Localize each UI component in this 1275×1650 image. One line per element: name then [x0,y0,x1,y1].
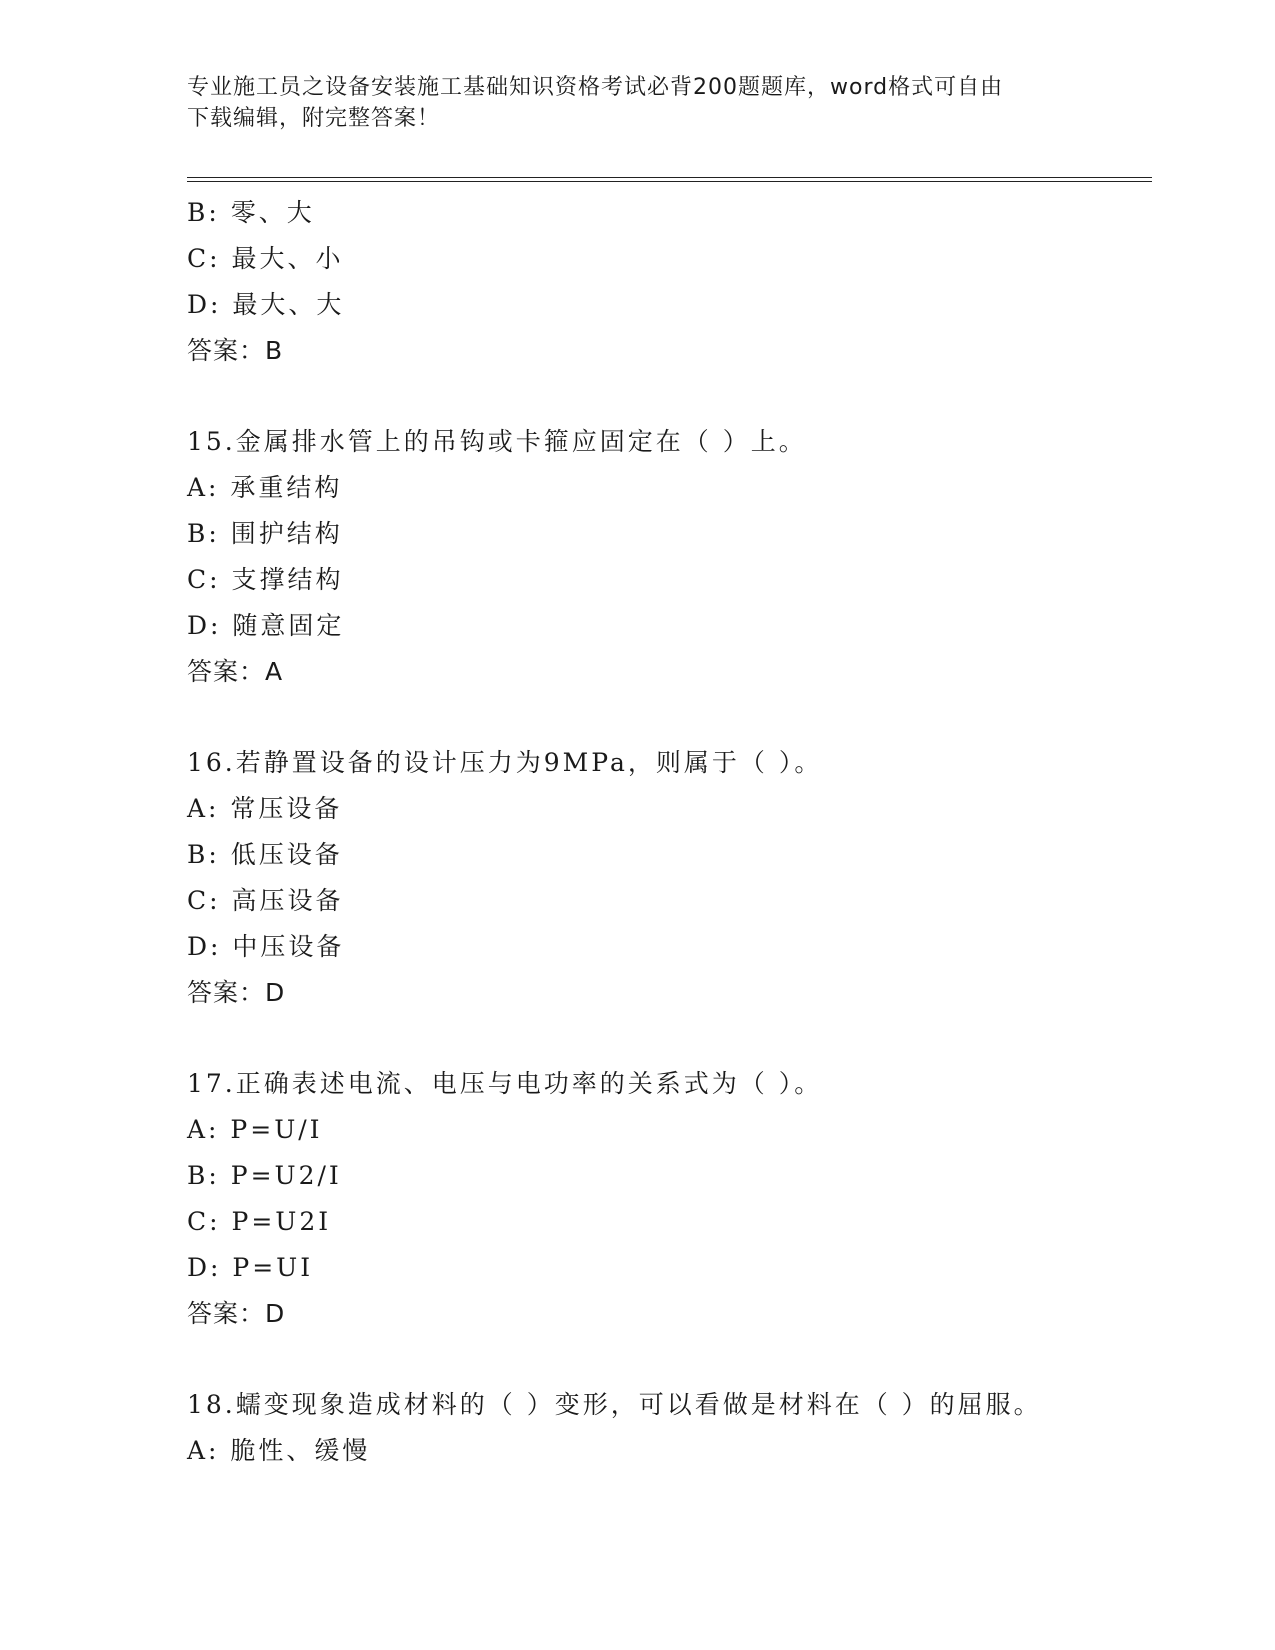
question-stem: 18.蠕变现象造成材料的（ ）变形，可以看做是材料在（ ）的屈服。 [187,1390,1042,1419]
option-d: D: 中压设备 [187,932,345,961]
question-14-tail [187,190,1152,374]
answer: 答案：B [187,336,284,365]
option-d: D: 随意固定 [187,611,345,640]
option-c: C: 最大、小 [187,244,344,273]
option-b: B: 围护结构 [187,519,343,548]
option-d: D: P=UI [187,1253,314,1282]
answer: 答案：D [187,1299,286,1328]
option-a: A: 脆性、缓慢 [187,1436,371,1465]
question-stem: 16.若静置设备的设计压力为9MPa，则属于（ ）。 [187,748,823,777]
option-b: B: 低压设备 [187,840,343,869]
option-b: B: P=U2/I [187,1161,342,1190]
page-header [187,72,1067,134]
option-b: B: 零、大 [187,198,315,227]
header-line-1: 专业施工员之设备安装施工基础知识资格考试必背200题题库，word格式可自由 [187,75,1004,100]
question-stem: 15.金属排水管上的吊钩或卡箍应固定在（ ）上。 [187,427,807,456]
question-18 [187,1382,1152,1474]
header-line-2: 下载编辑，附完整答案！ [187,106,441,131]
question-16 [187,740,1152,1016]
option-a: A: 常压设备 [187,794,343,823]
option-a: A: 承重结构 [187,473,343,502]
option-d: D: 最大、大 [187,290,345,319]
option-c: C: 高压设备 [187,886,344,915]
option-c: C: 支撑结构 [187,565,344,594]
question-15 [187,419,1152,695]
question-list [187,190,1152,1474]
option-c: C: P=U2I [187,1207,332,1236]
answer: 答案：D [187,978,286,1007]
answer: 答案：A [187,657,284,686]
question-stem: 17.正确表述电流、电压与电功率的关系式为（ ）。 [187,1069,823,1098]
question-17 [187,1061,1152,1337]
option-a: A: P=U/I [187,1115,323,1144]
header-divider [187,177,1152,182]
